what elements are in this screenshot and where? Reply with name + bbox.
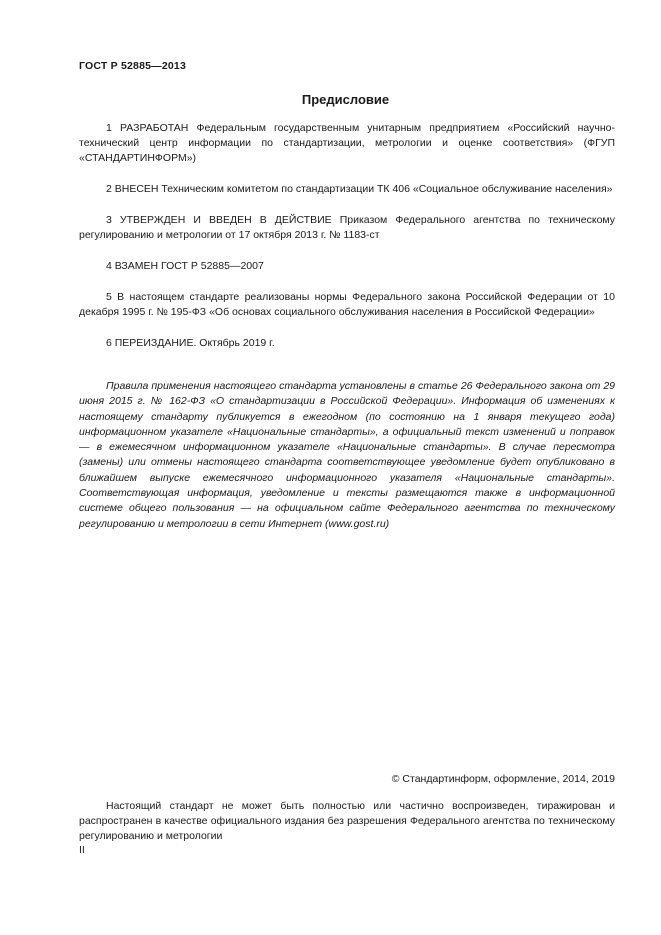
- foreword-item-2: 2 ВНЕСЕН Техническим комитетом по стандартизации ТК 406 «Социальное обслуживание населения»: [106, 183, 613, 195]
- foreword-item-1: 1 РАЗРАБОТАН Федеральным государственным унитарным предприятием «Российский научно-технический центр информации по стандартизации, метрологии и оценке соответствия» (ФГУП «СТАНДАРТИНФОРМ»): [79, 122, 615, 164]
- foreword-item-3: 3 УТВЕРЖДЕН И ВВЕДЕН В ДЕЙСТВИЕ Приказом Федерального агентства по техническому регулированию и метрологии от 17 октября 2013 г. № 1183-ст: [79, 214, 615, 241]
- application-rules-note: Правила применения настоящего стандарта установлены в статье 26 Федерального закона от 29 июня 2015 г. № 162-ФЗ «О стандартизации в Российской Федерации». Информация об изменениях к настоящему стандарту публикуется в ежегодном (по состоянию на 1 января текущего года) информационном указателе «Национальные стандарты», а официальный текст изменений и поправок — в ежемесячном информационном указателе «Национальные стандарты». В случае пересмотра (замены) или отмены настоящего стандарта соответствующее уведомление будет опубликовано в ближайшем выпуске ежемесячного информационного указателя «Национальные стандарты». Соответствующая информация, уведомление и тексты размещаются также в информационной системе общего пользования — на официальном сайте Федерального агентства по техническому регулированию и метрологии в сети Интернет (www.gost.ru): [79, 380, 615, 530]
- foreword-item-4: 4 ВЗАМЕН ГОСТ Р 52885—2007: [106, 260, 264, 272]
- foreword-item-5: 5 В настоящем стандарте реализованы нормы Федерального закона Российской Федерации от 10 декабря 1995 г. № 195-ФЗ «Об основах социального обслуживания населения в Российской Федерации»: [79, 291, 615, 318]
- page-number: II: [79, 844, 85, 856]
- document-id: ГОСТ Р 52885—2013: [79, 60, 187, 72]
- foreword-paragraphs: [79, 121, 615, 367]
- foreword-item-6: 6 ПЕРЕИЗДАНИЕ. Октябрь 2019 г.: [106, 337, 275, 349]
- copyright-line: © Стандартинформ, оформление, 2014, 2019: [391, 773, 615, 785]
- legal-notice: Настоящий стандарт не может быть полностью или частично воспроизведен, тиражирован и распространен в качестве официального издания без разрешения Федерального агентства по техническому регулированию и метрологии: [79, 800, 615, 842]
- page-title: Предисловие: [301, 92, 390, 107]
